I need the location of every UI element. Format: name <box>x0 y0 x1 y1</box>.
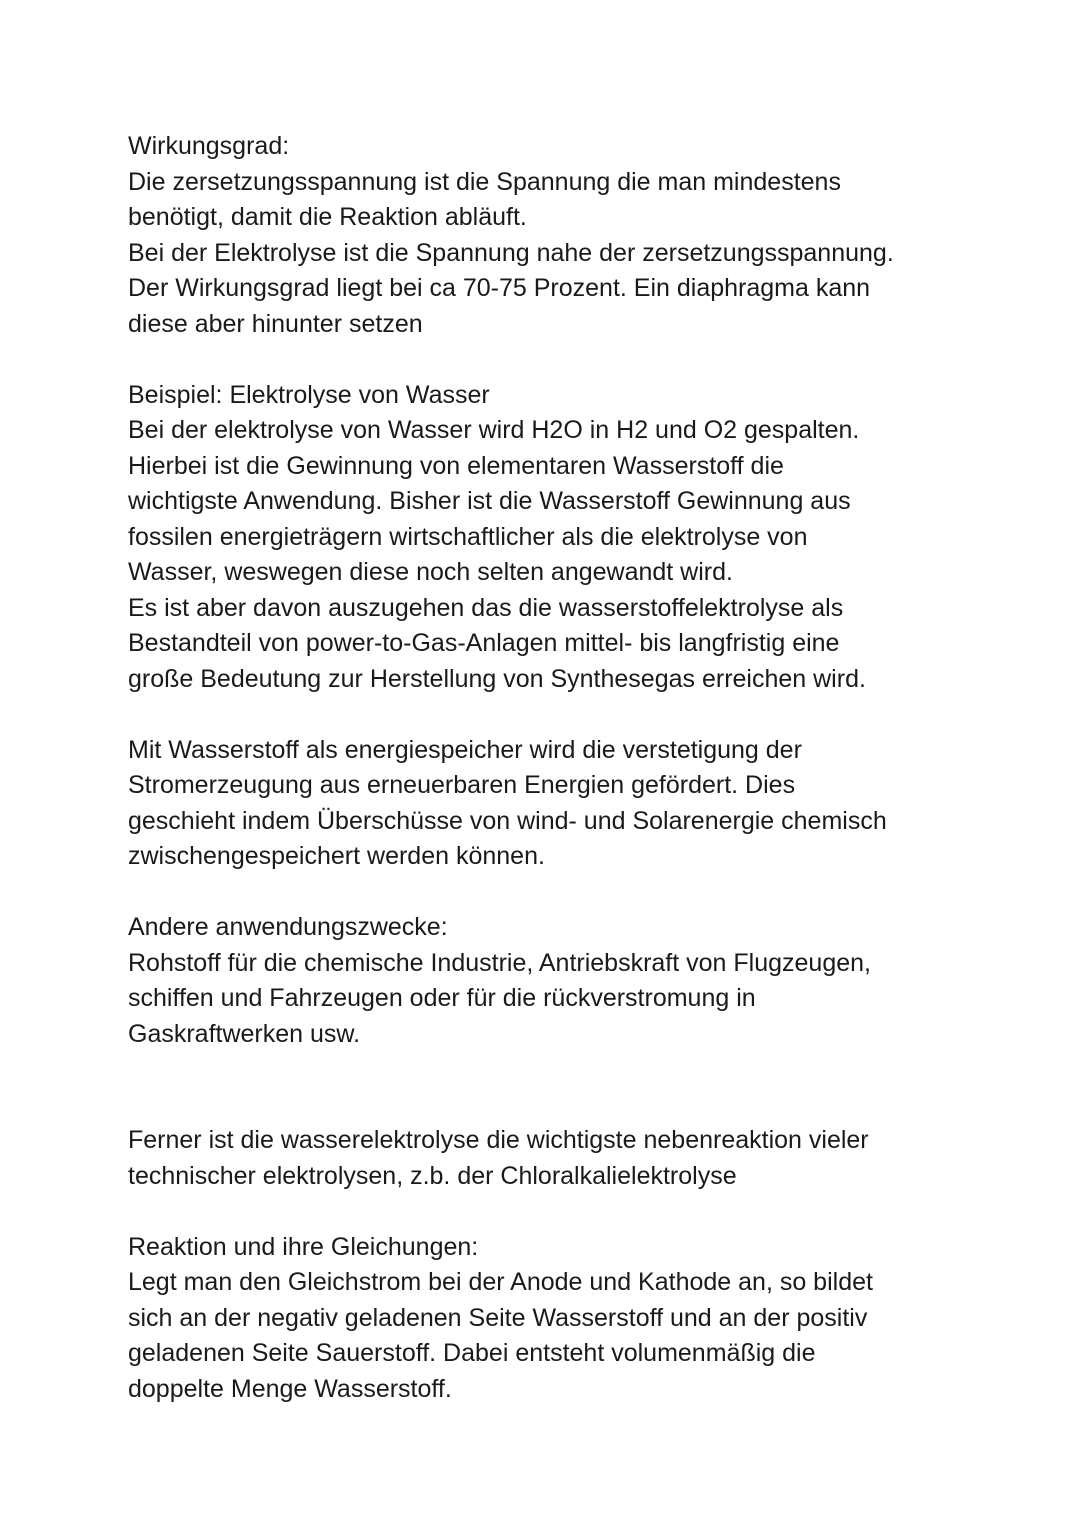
section-example <box>128 378 1028 698</box>
paragraph-line: doppelte Menge Wasserstoff. <box>128 1374 452 1403</box>
paragraph-line: geschieht indem Überschüsse von wind- und Solarenergie chemisch <box>128 806 887 835</box>
paragraph-line: Stromerzeugung aus erneuerbaren Energien gefördert. Dies <box>128 771 796 799</box>
section-heading-other-uses: Andere anwendungszwecke: <box>128 913 448 941</box>
paragraph-line: wichtigste Anwendung. Bisher ist die Wasserstoff Gewinnung aus <box>128 487 851 515</box>
paragraph-line: Es ist aber davon auszugehen das die wasserstoffelektrolyse als <box>128 593 844 622</box>
paragraph-spacer <box>128 1194 1028 1230</box>
document-page <box>128 129 1028 1407</box>
section-heading-reaction: Reaktion und ihre Gleichungen: <box>128 1232 479 1261</box>
paragraph-line: technischer elektrolysen, z.b. der Chloralkalielektrolyse <box>128 1161 737 1190</box>
paragraph-line: fossilen energieträgern wirtschaftlicher als die elektrolyse von <box>128 522 808 551</box>
section-heading-efficiency: Wirkungsgrad: <box>128 132 290 160</box>
paragraph-line: große Bedeutung zur Herstellung von Synthesegas erreichen wird. <box>128 664 866 693</box>
paragraph-line: Bei der Elektrolyse ist die Spannung nahe der zersetzungsspannung. <box>128 238 894 267</box>
paragraph-line: Gaskraftwerken usw. <box>128 1019 361 1048</box>
paragraph-line: zwischengespeichert werden können. <box>128 842 545 870</box>
paragraph-line: Rohstoff für die chemische Industrie, Antriebskraft von Flugzeugen, <box>128 948 871 977</box>
paragraph-line: Mit Wasserstoff als energiespeicher wird die verstetigung der <box>128 735 802 764</box>
section-side-reaction <box>128 1123 1028 1194</box>
paragraph-spacer <box>128 342 1028 378</box>
paragraph-line: Die zersetzungsspannung ist die Spannung die man mindestens <box>128 167 841 196</box>
paragraph-line: Hierbei ist die Gewinnung von elementaren Wasserstoff die <box>128 451 784 480</box>
paragraph-line: diese aber hinunter setzen <box>128 309 423 338</box>
paragraph-spacer <box>128 1052 1028 1123</box>
section-other-uses <box>128 910 1028 1052</box>
section-reaction <box>128 1230 1028 1408</box>
paragraph-line: Der Wirkungsgrad liegt bei ca 70-75 Prozent. Ein diaphragma kann <box>128 274 871 302</box>
paragraph-line: Wasser, weswegen diese noch selten angewandt wird. <box>128 558 733 586</box>
paragraph-line: benötigt, damit die Reaktion abläuft. <box>128 203 527 231</box>
section-heading-example: Beispiel: Elektrolyse von Wasser <box>128 380 490 409</box>
section-efficiency <box>128 129 1028 342</box>
paragraph-line: Ferner ist die wasserelektrolyse die wichtigste nebenreaktion vieler <box>128 1126 869 1154</box>
paragraph-line: Legt man den Gleichstrom bei der Anode und Kathode an, so bildet <box>128 1268 873 1296</box>
paragraph-spacer <box>128 697 1028 733</box>
paragraph-line: Bestandteil von power-to-Gas-Anlagen mittel- bis langfristig eine <box>128 629 840 657</box>
paragraph-line: schiffen und Fahrzeugen oder für die rückverstromung in <box>128 984 756 1012</box>
paragraph-line: Bei der elektrolyse von Wasser wird H2O in H2 und O2 gespalten. <box>128 416 860 444</box>
paragraph-spacer <box>128 875 1028 911</box>
paragraph-line: sich an der negativ geladenen Seite Wasserstoff und an der positiv <box>128 1303 868 1332</box>
section-storage <box>128 733 1028 875</box>
paragraph-line: geladenen Seite Sauerstoff. Dabei entsteht volumenmäßig die <box>128 1339 816 1367</box>
